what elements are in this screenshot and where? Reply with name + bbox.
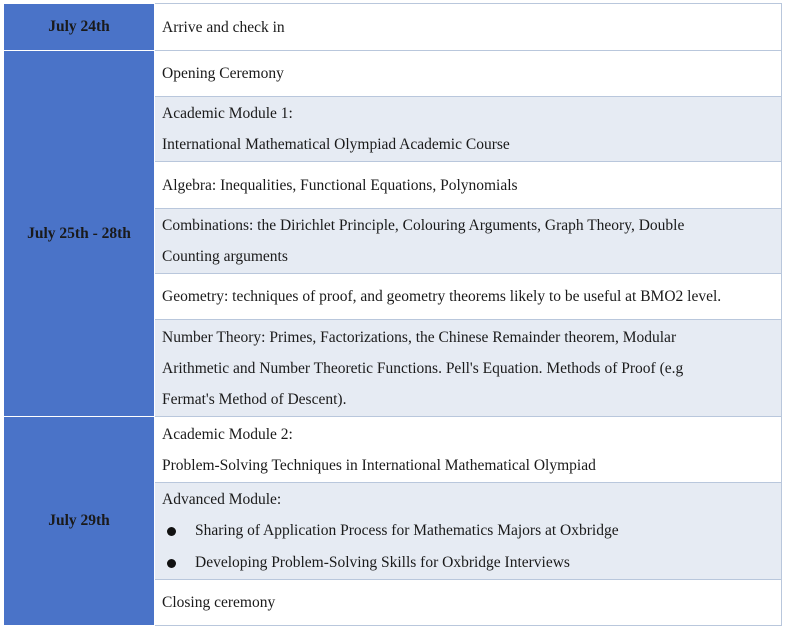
activity-text: Combinations: the Dirichlet Principle, Colouring Arguments, Graph Theory, Double	[162, 217, 685, 234]
activity-text: Geometry: techniques of proof, and geometry theorems likely to be useful at BMO2 level.	[162, 288, 722, 305]
bullet-icon	[167, 527, 176, 536]
activity-text: Counting arguments	[162, 248, 288, 265]
date-cell: July 24th	[4, 4, 155, 51]
activity-cell	[155, 320, 782, 417]
activity-text: Algebra: Inequalities, Functional Equations, Polynomials	[162, 176, 518, 194]
table-row	[4, 417, 782, 483]
activity-text: Arrive and check in	[162, 18, 285, 36]
activity-text: Advanced Module:	[162, 490, 282, 508]
bullet-text: Sharing of Application Process for Mathematics Majors at Oxbridge	[195, 521, 619, 539]
activity-cell	[155, 97, 782, 162]
activity-text: Academic Module 2:	[162, 425, 293, 443]
table-row	[4, 51, 782, 97]
activity-text: Fermat's Method of Descent).	[162, 390, 347, 408]
activity-cell	[155, 483, 782, 580]
activity-text: Problem-Solving Techniques in International Mathematical Olympiad	[162, 456, 596, 474]
activity-cell	[155, 274, 782, 320]
activity-text: Closing ceremony	[162, 594, 276, 611]
activity-text: Opening Ceremony	[162, 65, 284, 82]
activity-cell	[155, 209, 782, 274]
schedule-table	[3, 3, 782, 626]
bullet-icon	[167, 559, 176, 568]
activity-text: Academic Module 1:	[162, 105, 293, 122]
activity-cell	[155, 417, 782, 483]
table-row	[4, 4, 782, 51]
date-cell: July 25th - 28th	[4, 51, 155, 417]
activity-text: Arithmetic and Number Theoretic Functions. Pell's Equation. Methods of Proof (e.g	[162, 359, 684, 377]
activity-cell	[155, 162, 782, 209]
activity-text: Number Theory: Primes, Factorizations, the Chinese Remainder theorem, Modular	[162, 328, 677, 346]
activity-cell	[155, 580, 782, 626]
bullet-item	[162, 547, 781, 579]
activity-text: International Mathematical Olympiad Academic Course	[162, 136, 510, 153]
bullet-text: Developing Problem-Solving Skills for Oxbridge Interviews	[195, 553, 570, 571]
bullet-item	[162, 515, 781, 547]
activity-cell	[155, 51, 782, 97]
date-cell: July 29th	[4, 417, 155, 626]
activity-cell	[155, 4, 782, 51]
